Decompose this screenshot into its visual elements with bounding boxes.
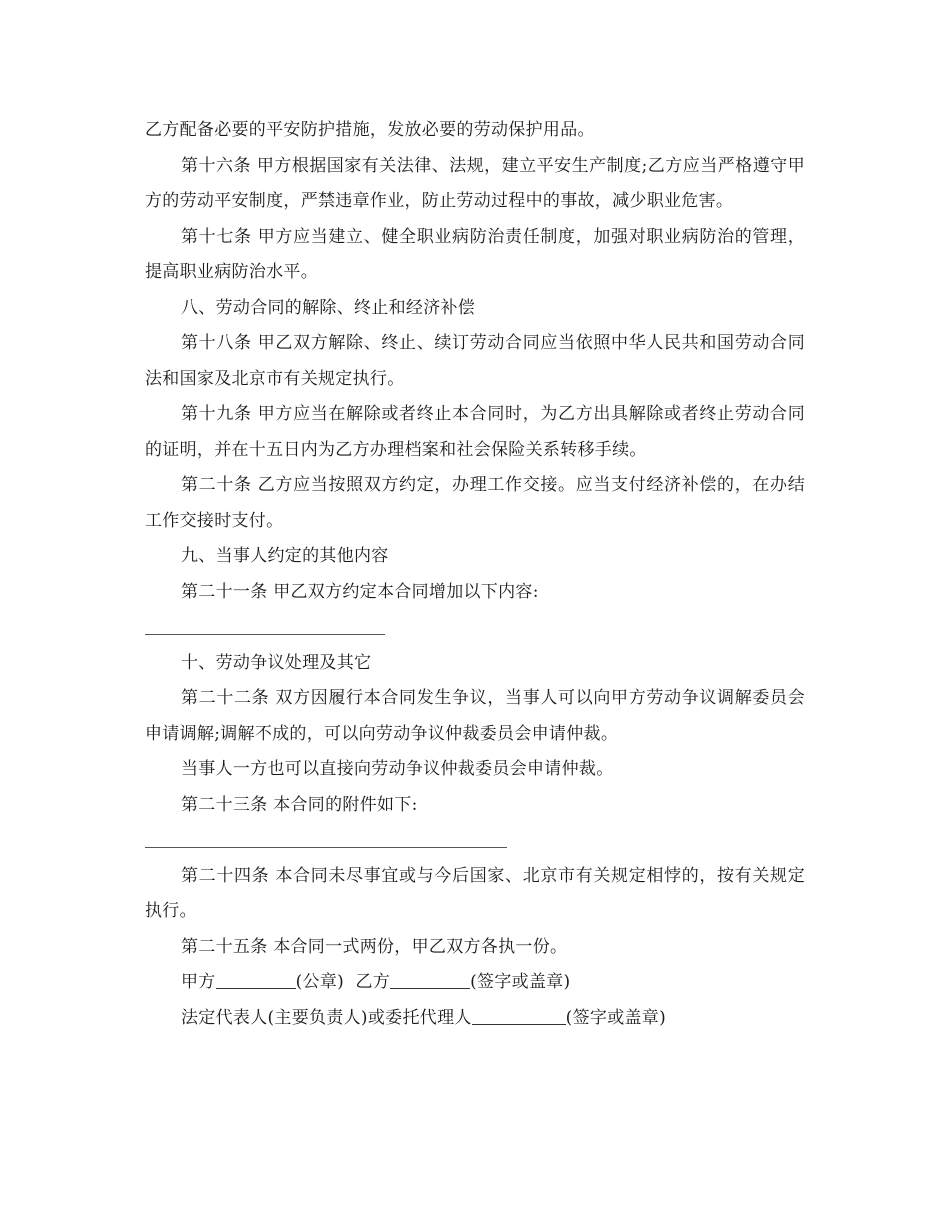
article-20: 第二十条 乙方应当按照双方约定，办理工作交接。应当支付经济补偿的，在办结工作交接时支付。 xyxy=(145,475,805,531)
article-24: 第二十四条 本合同未尽事宜或与今后国家、北京市有关规定相悖的，按有关规定执行。 xyxy=(145,865,805,921)
paragraph-continuation: 乙方配备必要的平安防护措施，发放必要的劳动保护用品。 xyxy=(145,120,595,140)
blank-rule xyxy=(145,634,385,635)
blank-rule xyxy=(145,847,507,848)
party-a-label: 甲方 xyxy=(181,972,216,992)
party-b-blank xyxy=(390,968,470,989)
section-heading-8: 八、劳动合同的解除、终止和经济补偿 xyxy=(181,297,476,318)
article-21-blank-line xyxy=(145,610,805,646)
article-22: 第二十二条 双方因履行本合同发生争议，当事人可以向甲方劳动争议调解委员会申请调解;调解不成的，可以向劳动争议仲裁委员会申请仲裁。 xyxy=(145,688,805,744)
article-25: 第二十五条 本合同一式两份，甲乙双方各执一份。 xyxy=(181,936,568,957)
party-b-label: 乙方 xyxy=(355,972,391,992)
contract-body xyxy=(145,113,805,1036)
signature-line-parties xyxy=(145,965,805,1001)
representative-suffix: (签字或盖章) xyxy=(565,1007,667,1028)
section-heading-9: 九、当事人约定的其他内容 xyxy=(181,546,389,566)
article-19: 第十九条 甲方应当在解除或者终止本合同时，为乙方出具解除或者终止劳动合同的证明，并在十五日内为乙方办理档案和社会保险关系转移手续。 xyxy=(145,404,805,460)
signature-line-representative xyxy=(145,1001,805,1037)
article-22-note: 当事人一方也可以直接向劳动争议仲裁委员会申请仲裁。 xyxy=(181,759,614,779)
article-16: 第十六条 甲方根据国家有关法律、法规，建立平安生产制度;乙方应当严格遵守甲方的劳动平安制度，严禁违章作业，防止劳动过程中的事故，减少职业危害。 xyxy=(145,155,805,211)
representative-blank xyxy=(472,1004,566,1025)
article-23: 第二十三条 本合同的附件如下: xyxy=(181,794,418,815)
article-23-blank-line xyxy=(145,823,805,859)
section-heading-10: 十、劳动争议处理及其它 xyxy=(181,652,372,673)
party-a-blank xyxy=(216,968,296,989)
article-17: 第十七条 甲方应当建立、健全职业病防治责任制度，加强对职业病防治的管理，提高职业病防治水平。 xyxy=(145,226,805,282)
representative-label: 法定代表人(主要负责人)或委托代理人 xyxy=(181,1007,472,1028)
article-18: 第十八条 甲乙双方解除、终止、续订劳动合同应当依照中华人民共和国劳动合同法和国家及北京市有关规定执行。 xyxy=(145,333,805,389)
article-21: 第二十一条 甲乙双方约定本合同增加以下内容: xyxy=(181,581,539,602)
party-a-suffix: (公章) xyxy=(295,972,345,992)
party-b-suffix: (签字或盖章) xyxy=(470,972,571,992)
